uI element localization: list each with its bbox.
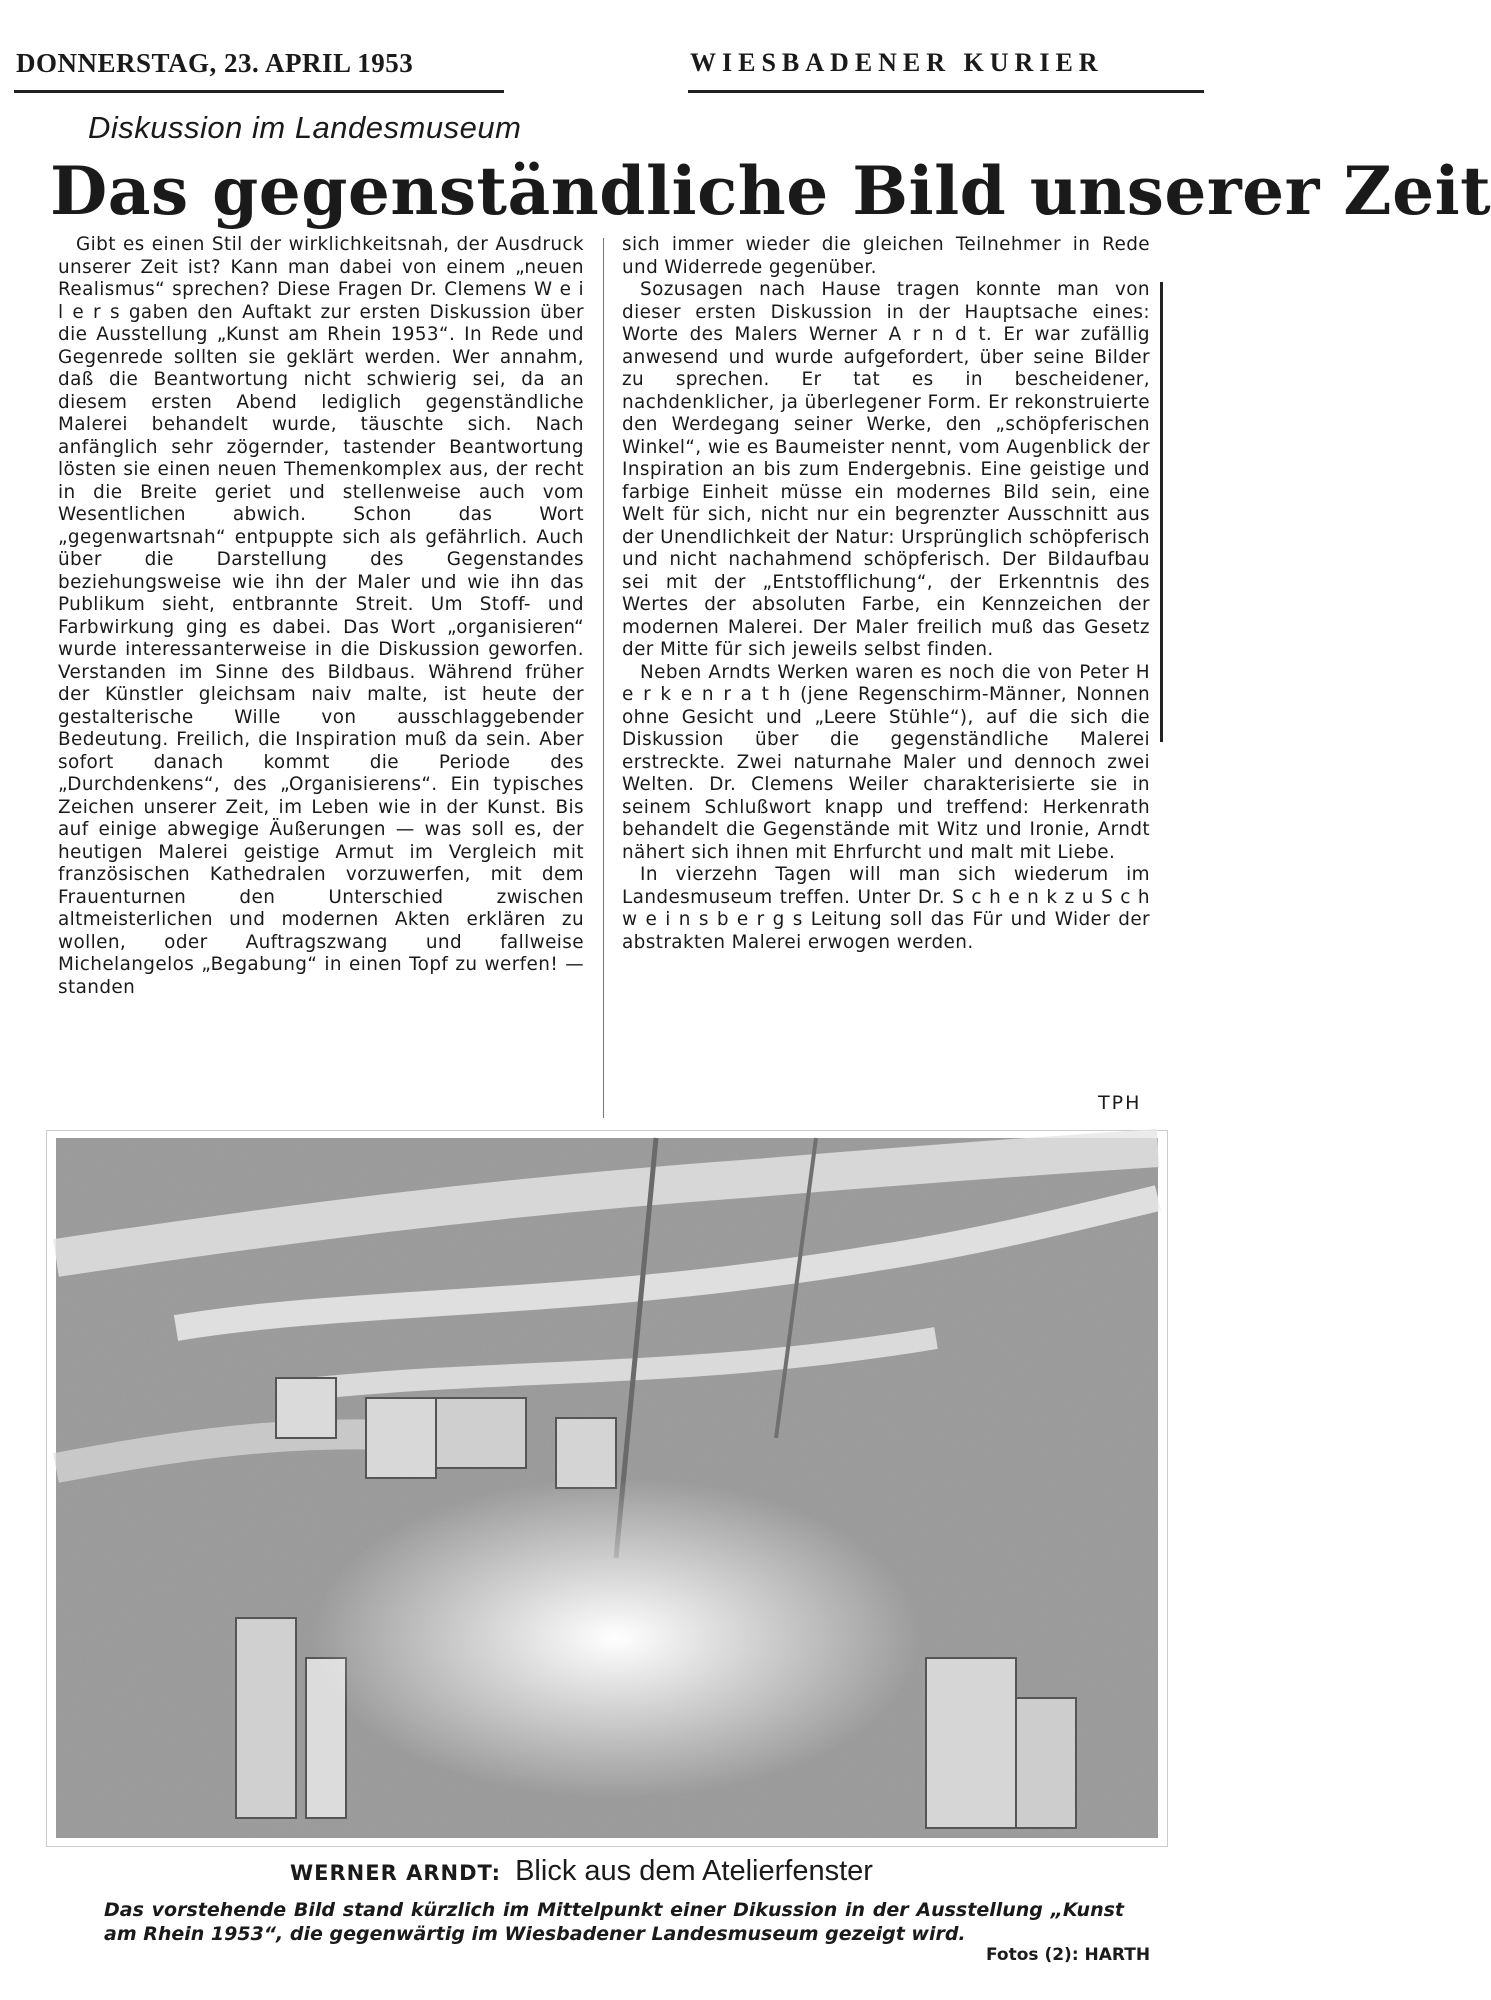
article-headline: Das gegenständliche Bild unserer Zeit [50,152,1491,230]
photo-caption-text: Das vorstehende Bild stand kürzlich im Mittelpunkt einer Dikussion in der Ausstellung „Kunst am Rhein 1953“, die gegenwärtig im Wiesbadener Landesmuseum gezeigt wird. [104,1899,1124,1945]
article-column-right [622,234,1150,954]
caption-artist: WERNER ARNDT: [290,1861,502,1885]
newspaper-underline [688,90,1204,93]
article-paragraph: Sozusagen nach Hause tragen konnte man von dieser ersten Diskussion in der Hauptsache eines: Worte des Malers Werner A r n d t. Er war zufällig anwesend und wurde aufgefordert, über seine Bilder zu sprechen. Er tat es in bescheidener, nachdenklicher, ja überlegener Form. Er rekonstruierte den Werdegang seiner Werke, den „schöpferischen Winkel“, wie es Baumeister nennt, vom Augenblick der Inspiration an bis zum Endergebnis. Eine geistige und farbige Einheit müsse ein modernes Bild sein, eine Welt für sich, nicht nur ein begrenzter Ausschnitt aus der Unendlichkeit der Natur: Ursprünglich schöpferisch und nicht nachahmend schöpferisch. Der Bildaufbau sei mit der „Entstofflichung“, der Erkenntnis des Wertes der absoluten Farbe, ein Kennzeichen der modernen Malerei. Der Maler freilich muß das Gesetz der Mitte für sich jeweils selbst finden. [622,279,1150,660]
article-column-left [58,234,584,999]
quote-box-rule [1160,282,1163,742]
newspaper-header [0,0,1219,104]
date-underline [14,90,504,93]
article-paragraph: sich immer wieder die gleichen Teilnehmer in Rede und Widerrede gegenüber. [622,234,1150,278]
photo-credit: Fotos (2): HARTH [986,1945,1151,1965]
newspaper-name: WIESBADENER KURIER [690,48,1104,77]
column-divider [603,238,604,1118]
photo-caption-title [290,1855,873,1888]
article-kicker: Diskussion im Landesmuseum [88,110,522,145]
painting-photo [56,1138,1158,1838]
author-signature: TPH [1098,1092,1142,1114]
article-paragraph: Gibt es einen Stil der wirklichkeitsnah, der Ausdruck unserer Zeit ist? Kann man dabei von einem „neuen Realismus“ sprechen? Diese Fragen Dr. Clemens W e i l e r s gaben den Auftakt zur ersten Diskussion über die Ausstellung „Kunst am Rhein 1953“. In Rede und Gegenrede sollten sie geklärt werden. Wer annahm, daß die Beantwortung nicht schwierig sei, da an diesem ersten Abend lediglich gegenständliche Malerei behandelt wurde, täuschte sich. Nach anfänglich sehr zögernder, tastender Beantwortung lösten sie einen neuen Themenkomplex aus, der recht in die Breite geriet und stellenweise auch vom Wesentlichen abwich. Schon das Wort „gegenwartsnah“ entpuppte sich als gefährlich. Auch über die Darstellung des Gegenstandes beziehungsweise wie ihn der Maler und wie ihn das Publikum sieht, entbrannte Streit. Um Stoff- und Farbwirkung ging es dabei. Das Wort „organisieren“ wurde interessanterweise in die Diskussion geworfen. Verstanden im Sinne des Bildbaus. Während früher der Künstler gleichsam naiv malte, ist heute der gestalterische Wille von ausschlaggebender Bedeutung. Freilich, die Inspiration muß da sein. Aber sofort danach kommt die Periode des „Durchdenkens“, des „Organisierens“. Ein typisches Zeichen unserer Zeit, im Leben wie in der Kunst. Bis auf einige abwegige Äußerungen — was soll es, der heutigen Malerei geistige Armut im Vergleich mit französischen Kathedralen vorzuwerfen, mit dem Frauenturnen den Unterschied zwischen altmeisterlichen und modernen Akten erklären zu wollen, oder Auftragszwang und fallweise Michelangelos „Begabung“ in einen Topf zu werfen! — standen [58,234,584,998]
issue-date: DONNERSTAG, 23. APRIL 1953 [16,48,414,78]
caption-work-title: Blick aus dem Atelierfenster [515,1855,873,1887]
article-paragraph: In vierzehn Tagen will man sich wiederum im Landesmuseum treffen. Unter Dr. S c h e n k z u S c h w e i n s b e r g s Leitung soll das Für und Wider der abstrakten Malerei erwogen werden. [622,864,1150,953]
article-paragraph: Neben Arndts Werken waren es noch die von Peter H e r k e n r a t h (jene Regenschirm-Männer, Nonnen ohne Gesicht und „Leere Stühle“), auf die sich die Diskussion über die gegenständliche Malerei erstreckte. Zwei naturnahe Maler und dennoch zwei Welten. Dr. Clemens Weiler charakterisierte sie in seinem Schlußwort knapp und treffend: Herkenrath behandelt die Gegenstände mit Witz und Ironie, Arndt nähert sich ihnen mit Ehrfurcht und malt mit Liebe. [622,661,1150,863]
